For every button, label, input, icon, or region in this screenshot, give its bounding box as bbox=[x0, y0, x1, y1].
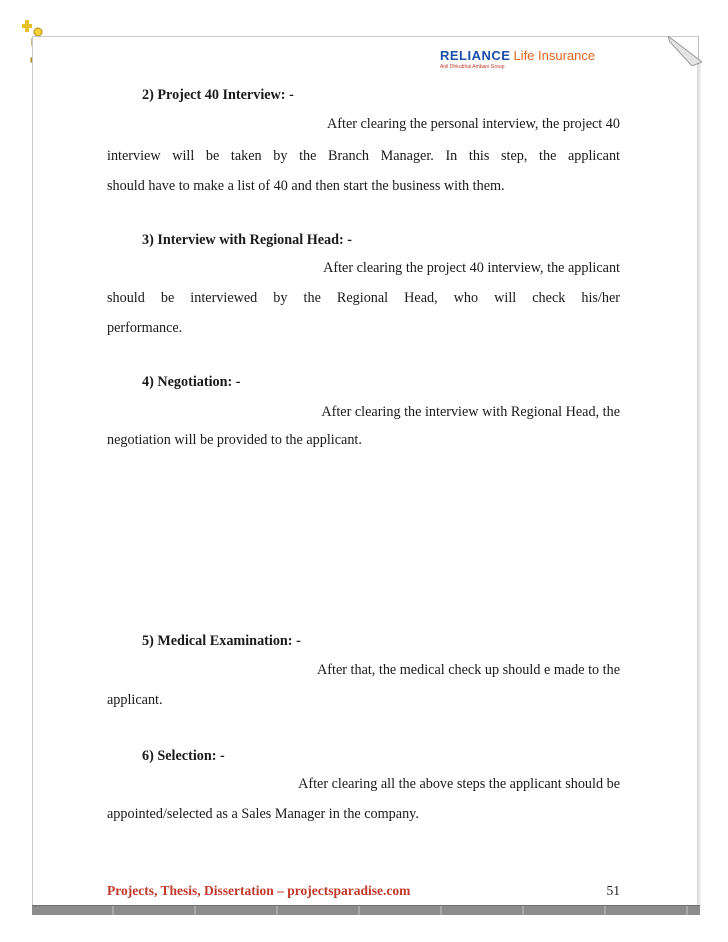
paragraph-line: applicant. bbox=[107, 692, 163, 708]
paragraph-line: should be interviewed by the Regional Head, who will check his/her bbox=[107, 290, 620, 306]
paragraph-line: interview will be taken by the Branch Manager. In this step, the applicant bbox=[107, 148, 620, 164]
section-heading: 2) Project 40 Interview: - bbox=[142, 87, 294, 103]
paragraph-line: negotiation will be provided to the applicant. bbox=[107, 432, 362, 448]
logo-product-text: Life Insurance bbox=[513, 48, 596, 63]
footer-website-text: Projects, Thesis, Dissertation – projectsparadise.com bbox=[107, 883, 411, 898]
page-side-shadow bbox=[697, 62, 701, 908]
paragraph-line: After clearing the interview with Regional Head, the bbox=[321, 404, 620, 420]
paragraph-line: performance. bbox=[107, 320, 183, 336]
logo-group-text: Anil Dhirubhai Ambani Group bbox=[440, 64, 505, 70]
page-bottom-shadow bbox=[32, 905, 700, 915]
section-heading: 4) Negotiation: - bbox=[142, 374, 241, 390]
logo-brand-text: RELIANCE bbox=[440, 48, 511, 63]
section-heading: 5) Medical Examination: - bbox=[142, 633, 301, 649]
paragraph-line: After clearing the project 40 interview, the applicant bbox=[323, 260, 620, 276]
section-heading: 3) Interview with Regional Head: - bbox=[142, 232, 353, 248]
page-curl-icon bbox=[668, 36, 702, 66]
paragraph-line: After clearing the personal interview, the project 40 bbox=[327, 116, 620, 132]
paragraph-line: appointed/selected as a Sales Manager in the company. bbox=[107, 806, 419, 822]
paragraph-line: After that, the medical check up should e made to the bbox=[317, 662, 620, 678]
paragraph-line: After clearing all the above steps the applicant should be bbox=[298, 776, 620, 792]
page-number: 51 bbox=[606, 883, 620, 898]
paragraph-line: should have to make a list of 40 and then start the business with them. bbox=[107, 178, 505, 194]
section-heading: 6) Selection: - bbox=[142, 748, 225, 764]
